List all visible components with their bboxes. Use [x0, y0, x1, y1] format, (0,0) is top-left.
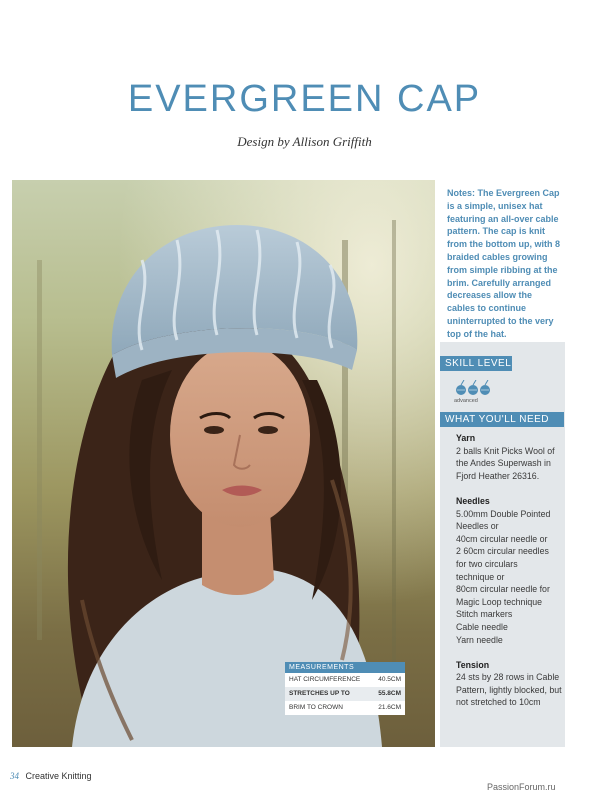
- needles-line: Magic Loop technique: [456, 596, 543, 607]
- pattern-notes: Notes: The Evergreen Cap is a simple, unisex hat featuring an all-over cable pattern. The cap is knit from the bottom up, with 8 braided cables growing from simple ribbing at the brim. Carefully arranged decreases allow the cables to continue uninterrupted to the very top of the hat.: [447, 188, 560, 339]
- page-number: 34: [10, 771, 19, 781]
- needles-line: Needles or: [456, 521, 499, 532]
- watermark: PassionForum.ru: [487, 782, 556, 792]
- table-row: [285, 687, 405, 701]
- measurement-value: 55.8CM: [378, 690, 401, 697]
- needles-heading: Needles: [456, 495, 490, 506]
- measurement-value: 21.6CM: [378, 704, 401, 711]
- tension-heading: Tension: [456, 659, 490, 670]
- measurement-label: HAT CIRCUMFERENCE: [289, 676, 361, 683]
- measurements-table: [285, 662, 405, 715]
- measurement-label: BRIM TO CROWN: [289, 704, 343, 711]
- yarn-heading: Yarn: [456, 433, 476, 443]
- table-row: [285, 673, 405, 687]
- needles-line: Stitch markers: [456, 609, 513, 620]
- needles-line: 5.00mm Double Pointed: [456, 508, 551, 519]
- page-title: EVERGREEN CAP: [127, 78, 482, 120]
- tension-text: 24 sts by 28 rows in Cable Pattern, lightly blocked, but not stretched to 10cm: [456, 672, 562, 708]
- page-footer: [10, 771, 92, 781]
- measurement-label: STRETCHES UP TO: [289, 690, 350, 697]
- table-row: [285, 701, 405, 715]
- what-you-need-heading: WHAT YOU'LL NEED: [440, 412, 564, 427]
- needles-line: 2 60cm circular needles: [456, 546, 549, 557]
- needles-line: for two circulars: [456, 558, 518, 569]
- needles-line: 40cm circular needle or: [456, 533, 548, 544]
- materials-list: [456, 432, 562, 709]
- needles-line: Yarn needle: [456, 634, 503, 645]
- needles-line: technique or: [456, 571, 505, 582]
- needles-line: Cable needle: [456, 621, 508, 632]
- magazine-name: Creative Knitting: [25, 771, 92, 781]
- designer-byline: Design by Allison Griffith: [237, 134, 372, 149]
- skill-level-label: advanced: [454, 398, 478, 404]
- measurements-heading: MEASUREMENTS: [285, 662, 405, 673]
- needles-line: 80cm circular needle for: [456, 584, 550, 595]
- yarn-balls-icon: [455, 380, 491, 396]
- measurement-value: 40.5CM: [378, 676, 401, 683]
- skill-level-heading: SKILL LEVEL: [440, 356, 512, 371]
- yarn-text: 2 balls Knit Picks Wool of the Andes Superwash in Fjord Heather 26316.: [456, 445, 555, 481]
